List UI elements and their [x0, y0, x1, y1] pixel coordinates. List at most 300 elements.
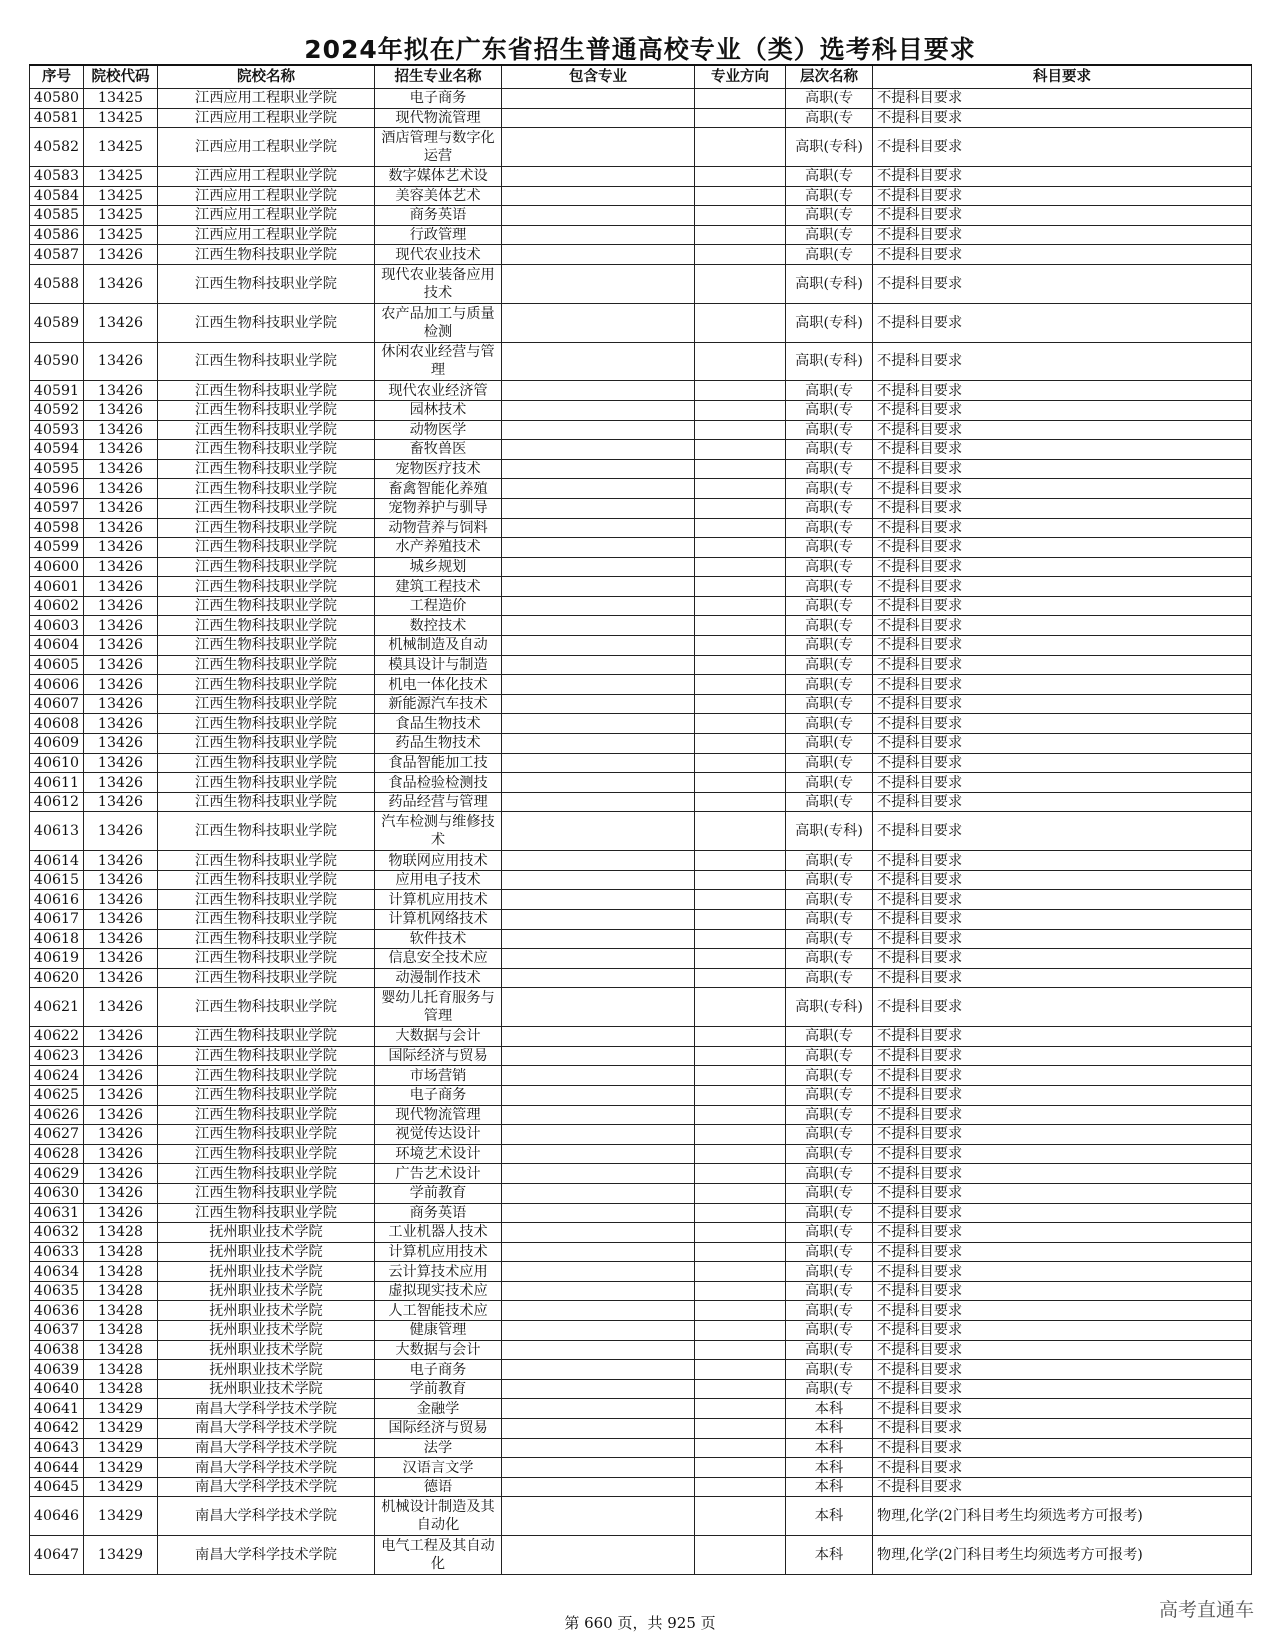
- cell-major: 宠物医疗技术: [375, 459, 502, 479]
- cell-direction: [695, 1438, 786, 1458]
- table-row: [30, 1458, 1252, 1478]
- cell-code: 13425: [84, 166, 158, 186]
- cell-no: 40639: [30, 1360, 84, 1380]
- cell-direction: [695, 342, 786, 381]
- cell-direction: [695, 108, 786, 128]
- cell-include: [502, 1477, 695, 1497]
- cell-no: 40645: [30, 1477, 84, 1497]
- cell-req: 不提科目要求: [873, 166, 1252, 186]
- table-row: [30, 636, 1252, 656]
- cell-code: 13426: [84, 694, 158, 714]
- cell-req: 不提科目要求: [873, 538, 1252, 558]
- cell-include: [502, 792, 695, 812]
- cell-include: [502, 968, 695, 988]
- cell-school: 江西生物科技职业学院: [158, 459, 375, 479]
- page-footer: 第 660 页，共 925 页: [564, 1614, 716, 1632]
- cell-level: 高职(专: [786, 1379, 873, 1399]
- table-header: [30, 65, 1252, 89]
- table-row: [30, 1497, 1252, 1536]
- cell-req: 不提科目要求: [873, 108, 1252, 128]
- cell-major: 应用电子技术: [375, 870, 502, 890]
- cell-school: 江西生物科技职业学院: [158, 1183, 375, 1203]
- cell-req: 不提科目要求: [873, 1144, 1252, 1164]
- table-row: [30, 1262, 1252, 1282]
- cell-req: 不提科目要求: [873, 1066, 1252, 1086]
- cell-req: 不提科目要求: [873, 1125, 1252, 1145]
- cell-level: 高职(专: [786, 1203, 873, 1223]
- cell-school: 江西生物科技职业学院: [158, 734, 375, 754]
- cell-level: 高职(专: [786, 929, 873, 949]
- table-row: [30, 186, 1252, 206]
- cell-include: [502, 381, 695, 401]
- cell-no: 40608: [30, 714, 84, 734]
- cell-req: 不提科目要求: [873, 773, 1252, 793]
- cell-no: 40589: [30, 303, 84, 342]
- cell-no: 40646: [30, 1497, 84, 1536]
- cell-no: 40596: [30, 479, 84, 499]
- table-row: [30, 108, 1252, 128]
- cell-code: 13428: [84, 1262, 158, 1282]
- cell-school: 抚州职业技术学院: [158, 1379, 375, 1399]
- cell-include: [502, 851, 695, 871]
- cell-include: [502, 909, 695, 929]
- cell-no: 40640: [30, 1379, 84, 1399]
- requirements-table: [29, 64, 1252, 1575]
- cell-no: 40642: [30, 1419, 84, 1439]
- cell-req: 不提科目要求: [873, 381, 1252, 401]
- cell-direction: [695, 968, 786, 988]
- table-row: [30, 498, 1252, 518]
- cell-school: 江西生物科技职业学院: [158, 1066, 375, 1086]
- cell-req: 不提科目要求: [873, 1301, 1252, 1321]
- cell-major: 金融学: [375, 1399, 502, 1419]
- cell-school: 江西应用工程职业学院: [158, 206, 375, 226]
- table-row: [30, 909, 1252, 929]
- cell-include: [502, 675, 695, 695]
- cell-req: 不提科目要求: [873, 1458, 1252, 1478]
- cell-level: 高职(专: [786, 166, 873, 186]
- cell-school: 江西生物科技职业学院: [158, 381, 375, 401]
- cell-req: 不提科目要求: [873, 89, 1252, 109]
- cell-include: [502, 420, 695, 440]
- cell-no: 40612: [30, 792, 84, 812]
- cell-level: 高职(专: [786, 108, 873, 128]
- cell-school: 江西生物科技职业学院: [158, 1125, 375, 1145]
- cell-include: [502, 498, 695, 518]
- cell-direction: [695, 1497, 786, 1536]
- cell-level: 高职(专: [786, 1183, 873, 1203]
- cell-direction: [695, 655, 786, 675]
- cell-include: [502, 577, 695, 597]
- cell-include: [502, 1105, 695, 1125]
- cell-code: 13426: [84, 851, 158, 871]
- cell-level: 高职(专: [786, 1027, 873, 1047]
- cell-direction: [695, 1419, 786, 1439]
- cell-no: 40641: [30, 1399, 84, 1419]
- cell-major: 人工智能技术应: [375, 1301, 502, 1321]
- cell-code: 13428: [84, 1360, 158, 1380]
- cell-code: 13425: [84, 108, 158, 128]
- cell-include: [502, 773, 695, 793]
- cell-level: 高职(专: [786, 420, 873, 440]
- cell-level: 高职(专: [786, 498, 873, 518]
- cell-direction: [695, 128, 786, 167]
- cell-no: 40603: [30, 616, 84, 636]
- cell-major: 市场营销: [375, 1066, 502, 1086]
- cell-include: [502, 479, 695, 499]
- cell-no: 40647: [30, 1536, 84, 1575]
- cell-major: 大数据与会计: [375, 1027, 502, 1047]
- cell-code: 13426: [84, 557, 158, 577]
- cell-major: 虚拟现实技术应: [375, 1281, 502, 1301]
- cell-include: [502, 929, 695, 949]
- cell-level: 高职(专: [786, 792, 873, 812]
- cell-school: 江西生物科技职业学院: [158, 1144, 375, 1164]
- cell-school: 江西生物科技职业学院: [158, 870, 375, 890]
- table-row: [30, 1321, 1252, 1341]
- cell-include: [502, 655, 695, 675]
- cell-include: [502, 166, 695, 186]
- cell-include: [502, 753, 695, 773]
- cell-direction: [695, 1066, 786, 1086]
- cell-include: [502, 1027, 695, 1047]
- cell-school: 江西生物科技职业学院: [158, 616, 375, 636]
- cell-include: [502, 400, 695, 420]
- cell-code: 13428: [84, 1321, 158, 1341]
- cell-code: 13425: [84, 128, 158, 167]
- cell-major: 健康管理: [375, 1321, 502, 1341]
- cell-major: 动物医学: [375, 420, 502, 440]
- cell-code: 13425: [84, 186, 158, 206]
- cell-school: 江西生物科技职业学院: [158, 557, 375, 577]
- cell-include: [502, 870, 695, 890]
- cell-include: [502, 245, 695, 265]
- table-row: [30, 1125, 1252, 1145]
- table-row: [30, 166, 1252, 186]
- column-header: 专业方向: [695, 65, 786, 89]
- cell-req: 不提科目要求: [873, 128, 1252, 167]
- table-row: [30, 675, 1252, 695]
- cell-include: [502, 1379, 695, 1399]
- cell-include: [502, 1536, 695, 1575]
- cell-direction: [695, 773, 786, 793]
- table-row: [30, 655, 1252, 675]
- table-row: [30, 557, 1252, 577]
- cell-include: [502, 694, 695, 714]
- cell-direction: [695, 89, 786, 109]
- table-row: [30, 1360, 1252, 1380]
- cell-school: 江西生物科技职业学院: [158, 1046, 375, 1066]
- cell-code: 13429: [84, 1438, 158, 1458]
- cell-include: [502, 1419, 695, 1439]
- cell-level: 高职(专: [786, 949, 873, 969]
- cell-level: 本科: [786, 1477, 873, 1497]
- cell-school: 江西生物科技职业学院: [158, 773, 375, 793]
- cell-major: 计算机网络技术: [375, 909, 502, 929]
- cell-include: [502, 1164, 695, 1184]
- table-row: [30, 929, 1252, 949]
- table-row: [30, 988, 1252, 1027]
- cell-code: 13426: [84, 596, 158, 616]
- cell-no: 40622: [30, 1027, 84, 1047]
- cell-include: [502, 1360, 695, 1380]
- cell-req: 不提科目要求: [873, 596, 1252, 616]
- cell-req: 不提科目要求: [873, 303, 1252, 342]
- table-row: [30, 812, 1252, 851]
- cell-major: 药品生物技术: [375, 734, 502, 754]
- cell-major: 数字媒体艺术设: [375, 166, 502, 186]
- table-row: [30, 1281, 1252, 1301]
- cell-req: 不提科目要求: [873, 1321, 1252, 1341]
- cell-req: 不提科目要求: [873, 694, 1252, 714]
- cell-major: 水产养殖技术: [375, 538, 502, 558]
- cell-major: 现代农业经济管: [375, 381, 502, 401]
- cell-direction: [695, 166, 786, 186]
- cell-school: 江西生物科技职业学院: [158, 498, 375, 518]
- column-header: 院校名称: [158, 65, 375, 89]
- cell-school: 抚州职业技术学院: [158, 1301, 375, 1321]
- cell-include: [502, 342, 695, 381]
- cell-no: 40627: [30, 1125, 84, 1145]
- table-row: [30, 1419, 1252, 1439]
- cell-major: 建筑工程技术: [375, 577, 502, 597]
- cell-req: 不提科目要求: [873, 988, 1252, 1027]
- table-row: [30, 1223, 1252, 1243]
- table-row: [30, 596, 1252, 616]
- cell-major: 商务英语: [375, 206, 502, 226]
- cell-no: 40590: [30, 342, 84, 381]
- cell-req: 不提科目要求: [873, 851, 1252, 871]
- cell-level: 高职(专: [786, 1223, 873, 1243]
- table-row: [30, 1085, 1252, 1105]
- cell-major: 新能源汽车技术: [375, 694, 502, 714]
- cell-req: 不提科目要求: [873, 1085, 1252, 1105]
- cell-direction: [695, 1105, 786, 1125]
- cell-direction: [695, 498, 786, 518]
- cell-school: 南昌大学科学技术学院: [158, 1419, 375, 1439]
- cell-include: [502, 108, 695, 128]
- cell-direction: [695, 479, 786, 499]
- cell-school: 南昌大学科学技术学院: [158, 1458, 375, 1478]
- cell-school: 江西生物科技职业学院: [158, 1085, 375, 1105]
- cell-school: 江西生物科技职业学院: [158, 909, 375, 929]
- cell-no: 40587: [30, 245, 84, 265]
- cell-level: 高职(专: [786, 968, 873, 988]
- cell-direction: [695, 1242, 786, 1262]
- cell-direction: [695, 909, 786, 929]
- cell-major: 动物营养与饲料: [375, 518, 502, 538]
- cell-code: 13429: [84, 1536, 158, 1575]
- cell-include: [502, 616, 695, 636]
- cell-no: 40614: [30, 851, 84, 871]
- cell-include: [502, 1321, 695, 1341]
- cell-include: [502, 206, 695, 226]
- cell-no: 40617: [30, 909, 84, 929]
- cell-school: 江西生物科技职业学院: [158, 577, 375, 597]
- cell-direction: [695, 538, 786, 558]
- cell-direction: [695, 596, 786, 616]
- cell-req: 物理,化学(2门科目考生均须选考方可报考): [873, 1536, 1252, 1575]
- column-header: 院校代码: [84, 65, 158, 89]
- cell-school: 江西生物科技职业学院: [158, 596, 375, 616]
- table-row: [30, 1242, 1252, 1262]
- cell-include: [502, 518, 695, 538]
- cell-school: 江西生物科技职业学院: [158, 1105, 375, 1125]
- cell-code: 13426: [84, 518, 158, 538]
- cell-major: 酒店管理与数字化运营: [375, 128, 502, 167]
- cell-code: 13426: [84, 245, 158, 265]
- cell-level: 高职(专: [786, 636, 873, 656]
- cell-direction: [695, 1183, 786, 1203]
- cell-req: 不提科目要求: [873, 400, 1252, 420]
- table-row: [30, 1144, 1252, 1164]
- cell-no: 40597: [30, 498, 84, 518]
- cell-include: [502, 89, 695, 109]
- cell-school: 江西生物科技职业学院: [158, 264, 375, 303]
- cell-school: 江西生物科技职业学院: [158, 714, 375, 734]
- cell-major: 广告艺术设计: [375, 1164, 502, 1184]
- cell-code: 13426: [84, 1164, 158, 1184]
- cell-level: 高职(专: [786, 1144, 873, 1164]
- cell-direction: [695, 1203, 786, 1223]
- cell-direction: [695, 870, 786, 890]
- cell-direction: [695, 577, 786, 597]
- cell-no: 40634: [30, 1262, 84, 1282]
- cell-major: 现代物流管理: [375, 108, 502, 128]
- cell-direction: [695, 890, 786, 910]
- cell-major: 城乡规划: [375, 557, 502, 577]
- cell-code: 13426: [84, 1027, 158, 1047]
- cell-code: 13426: [84, 264, 158, 303]
- cell-code: 13429: [84, 1458, 158, 1478]
- cell-code: 13426: [84, 988, 158, 1027]
- cell-code: 13429: [84, 1399, 158, 1419]
- cell-level: 本科: [786, 1438, 873, 1458]
- cell-include: [502, 186, 695, 206]
- cell-include: [502, 1203, 695, 1223]
- cell-include: [502, 1125, 695, 1145]
- table-row: [30, 1183, 1252, 1203]
- table-row: [30, 342, 1252, 381]
- table-row: [30, 577, 1252, 597]
- cell-req: 不提科目要求: [873, 1399, 1252, 1419]
- cell-school: 江西应用工程职业学院: [158, 89, 375, 109]
- cell-no: 40638: [30, 1340, 84, 1360]
- cell-level: 高职(专: [786, 381, 873, 401]
- table-row: [30, 1536, 1252, 1575]
- cell-school: 抚州职业技术学院: [158, 1281, 375, 1301]
- cell-major: 食品生物技术: [375, 714, 502, 734]
- cell-major: 现代农业装备应用技术: [375, 264, 502, 303]
- cell-major: 工程造价: [375, 596, 502, 616]
- cell-direction: [695, 186, 786, 206]
- cell-major: 畜禽智能化养殖: [375, 479, 502, 499]
- cell-req: 不提科目要求: [873, 792, 1252, 812]
- cell-direction: [695, 518, 786, 538]
- cell-req: 不提科目要求: [873, 1262, 1252, 1282]
- cell-include: [502, 1262, 695, 1282]
- cell-school: 南昌大学科学技术学院: [158, 1438, 375, 1458]
- cell-req: 不提科目要求: [873, 949, 1252, 969]
- cell-direction: [695, 949, 786, 969]
- cell-no: 40618: [30, 929, 84, 949]
- cell-school: 抚州职业技术学院: [158, 1321, 375, 1341]
- cell-no: 40632: [30, 1223, 84, 1243]
- cell-level: 高职(专: [786, 870, 873, 890]
- cell-no: 40605: [30, 655, 84, 675]
- cell-code: 13428: [84, 1379, 158, 1399]
- cell-school: 抚州职业技术学院: [158, 1340, 375, 1360]
- cell-school: 江西应用工程职业学院: [158, 166, 375, 186]
- cell-no: 40592: [30, 400, 84, 420]
- cell-code: 13426: [84, 792, 158, 812]
- cell-major: 计算机应用技术: [375, 890, 502, 910]
- cell-code: 13426: [84, 342, 158, 381]
- cell-major: 商务英语: [375, 1203, 502, 1223]
- cell-major: 德语: [375, 1477, 502, 1497]
- cell-school: 南昌大学科学技术学院: [158, 1536, 375, 1575]
- cell-req: 不提科目要求: [873, 714, 1252, 734]
- cell-no: 40624: [30, 1066, 84, 1086]
- cell-major: 法学: [375, 1438, 502, 1458]
- cell-include: [502, 1340, 695, 1360]
- cell-level: 高职(专: [786, 890, 873, 910]
- table-row: [30, 734, 1252, 754]
- cell-direction: [695, 1164, 786, 1184]
- cell-code: 13425: [84, 225, 158, 245]
- cell-include: [502, 636, 695, 656]
- cell-direction: [695, 1536, 786, 1575]
- cell-code: 13429: [84, 1497, 158, 1536]
- cell-no: 40630: [30, 1183, 84, 1203]
- cell-direction: [695, 400, 786, 420]
- cell-req: 不提科目要求: [873, 636, 1252, 656]
- cell-direction: [695, 1281, 786, 1301]
- cell-no: 40619: [30, 949, 84, 969]
- cell-code: 13426: [84, 1144, 158, 1164]
- cell-school: 江西生物科技职业学院: [158, 1203, 375, 1223]
- cell-level: 高职(专: [786, 89, 873, 109]
- cell-code: 13429: [84, 1419, 158, 1439]
- cell-school: 江西生物科技职业学院: [158, 342, 375, 381]
- table-row: [30, 440, 1252, 460]
- cell-req: 不提科目要求: [873, 518, 1252, 538]
- cell-level: 高职(专: [786, 734, 873, 754]
- table-row: [30, 89, 1252, 109]
- cell-school: 抚州职业技术学院: [158, 1242, 375, 1262]
- cell-level: 高职(专: [786, 557, 873, 577]
- table-row: [30, 303, 1252, 342]
- cell-include: [502, 264, 695, 303]
- cell-no: 40626: [30, 1105, 84, 1125]
- cell-major: 国际经济与贸易: [375, 1419, 502, 1439]
- cell-direction: [695, 851, 786, 871]
- cell-major: 工业机器人技术: [375, 1223, 502, 1243]
- cell-req: 不提科目要求: [873, 577, 1252, 597]
- cell-no: 40628: [30, 1144, 84, 1164]
- cell-req: 不提科目要求: [873, 890, 1252, 910]
- cell-direction: [695, 753, 786, 773]
- cell-school: 江西生物科技职业学院: [158, 812, 375, 851]
- cell-level: 高职(专科): [786, 812, 873, 851]
- cell-req: 不提科目要求: [873, 1046, 1252, 1066]
- cell-no: 40595: [30, 459, 84, 479]
- cell-level: 高职(专: [786, 655, 873, 675]
- table-row: [30, 1164, 1252, 1184]
- cell-major: 食品检验检测技: [375, 773, 502, 793]
- cell-include: [502, 1183, 695, 1203]
- cell-no: 40581: [30, 108, 84, 128]
